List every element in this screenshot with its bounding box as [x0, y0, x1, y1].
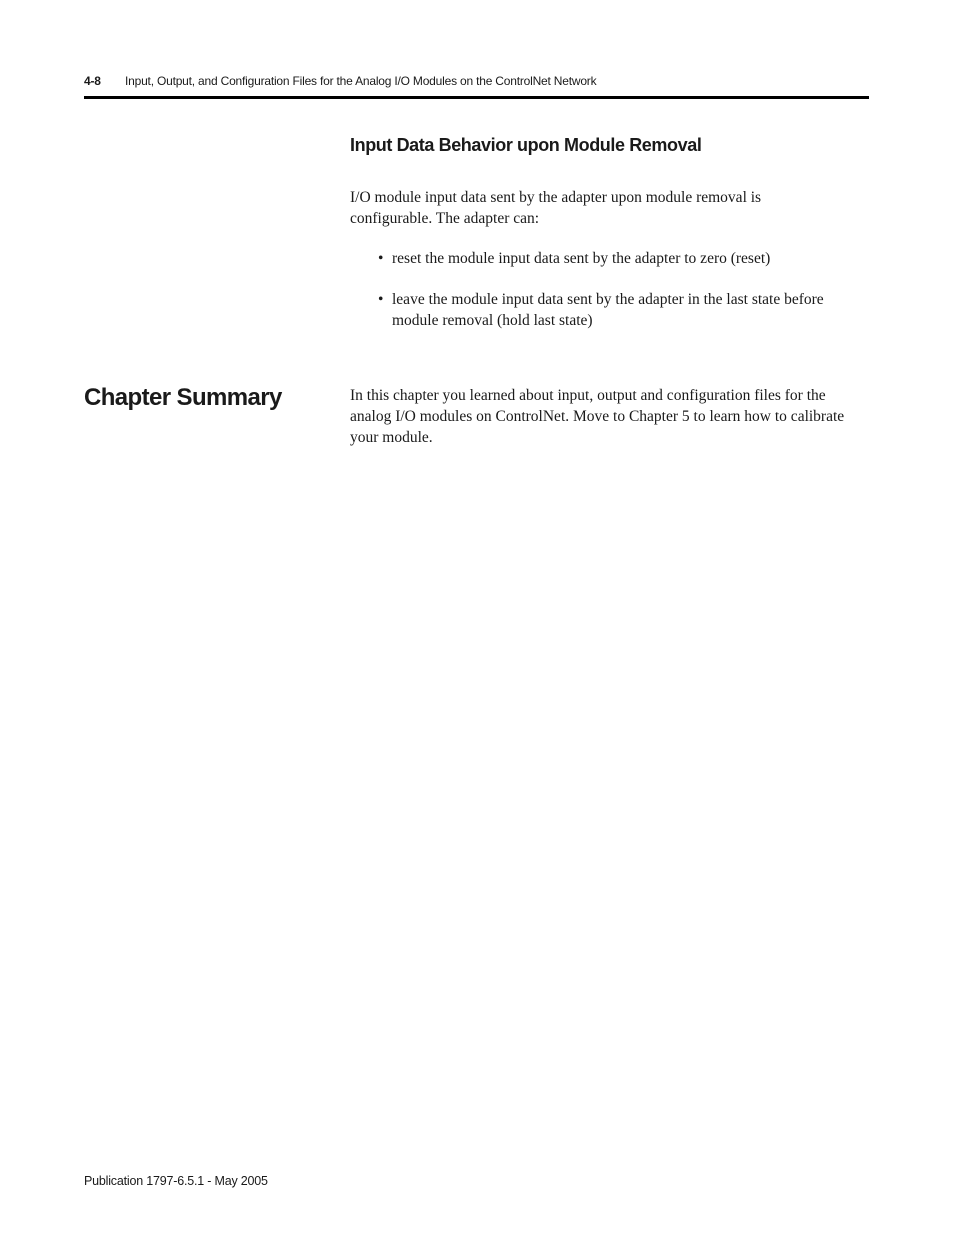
page-footer: Publication 1797-6.5.1 - May 2005: [84, 1174, 268, 1188]
list-item: [350, 248, 870, 269]
section-heading: Input Data Behavior upon Module Removal: [350, 135, 702, 155]
chapter-summary-heading: Chapter Summary: [84, 384, 282, 411]
running-title: Input, Output, and Configuration Files for the Analog I/O Modules on the ControlNet Network: [125, 74, 597, 88]
chapter-summary-paragraph: In this chapter you learned about input, output and configuration files for the analog I/O modules on ControlNet. Move to Chapter 5 to learn how to calibrate your module.: [350, 387, 845, 446]
intro-paragraph: I/O module input data sent by the adapter upon module removal is configurable. The adapter can:: [350, 189, 762, 227]
bullet-icon: •: [378, 250, 384, 267]
page-number: 4-8: [84, 74, 101, 88]
header-divider: [84, 96, 869, 99]
bullet-icon: •: [378, 291, 384, 308]
list-item: [350, 289, 870, 331]
bullet-list: [350, 248, 870, 351]
bullet-text: leave the module input data sent by the adapter in the last state before module removal (hold last state): [392, 291, 824, 329]
bullet-text: reset the module input data sent by the adapter to zero (reset): [392, 250, 771, 267]
page-header: [84, 72, 869, 96]
